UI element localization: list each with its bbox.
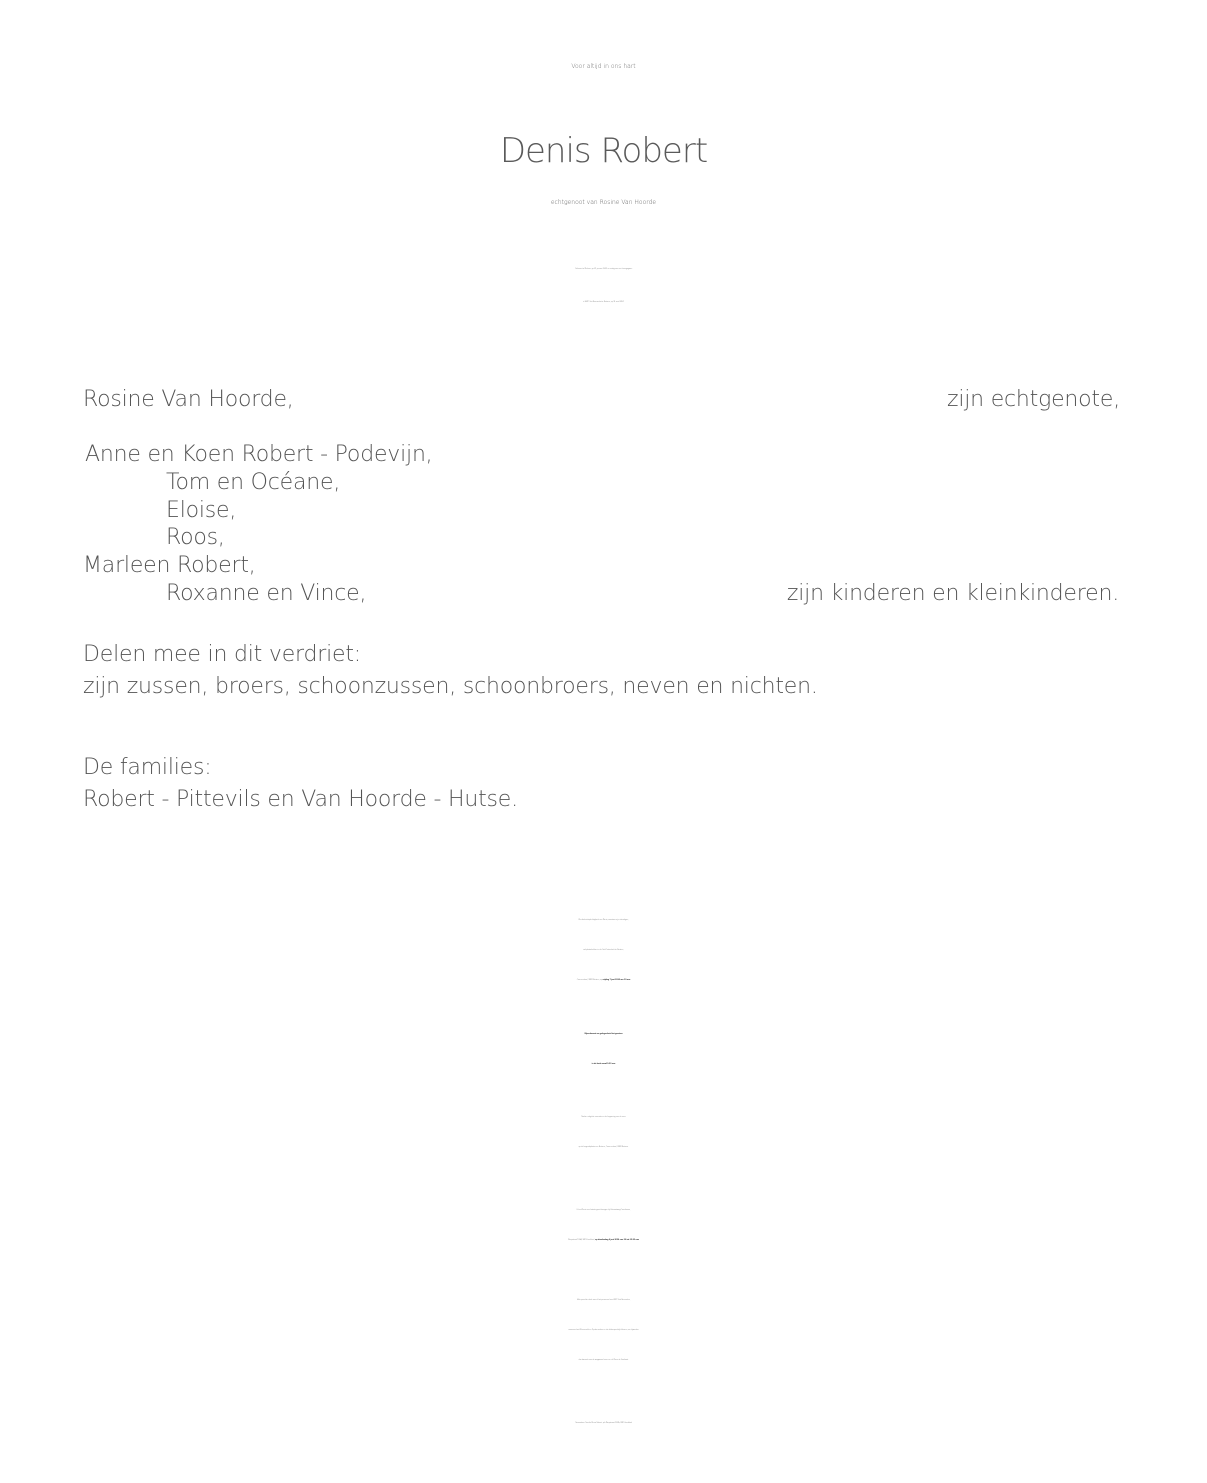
family-member: Anne en Koen Robert - Podevijn, [85,442,433,467]
visit-line-1: U kan Denis een laatste groet brengen bij Uitvaartzorg Cromboom, [576,1209,631,1211]
ceremony-line-2: zal plaatshebben in de Sint-Pieterskerk te Bertem, [583,949,624,951]
thanks-line-1: Met oprechte dank aan al het personeel van WZC Sint-Bernardus, [576,1299,631,1301]
children-role: zijn kinderen en kleinkinderen. [786,581,1119,606]
gathering-line-2: in de kerk vanaf 9.30 uur. [591,1063,616,1065]
deceased-name: Denis Robert [499,131,708,171]
after-line-1: Nadien volgt de crematie en de begraving van de urne [581,1116,626,1118]
spouse-role: zijn echtgenote, [946,387,1120,412]
share-label: Delen mee in dit verdriet: [83,642,362,667]
birth-line-1: Geboren te Zichem, op 21 januari 1934 en rustig van ons heengegaan [574,268,633,270]
families-text: Robert - Pittevils en Van Hoorde - Hutse. [83,787,518,812]
mourning-address: Rouwadres: Familie Denis Robert p/a Dorpstraat 533A, 3061 Leefdaal [575,1422,632,1424]
ceremony-date: vrijdag 7 juni 2024 om 10 uur. [602,979,631,981]
visit-line-2 [0,1225,1207,1255]
family-member: Roxanne en Vince, [166,581,367,606]
family-member: Eloise, [166,498,237,523]
ceremony-line-3 [0,965,1207,995]
families-label: De families: [83,755,212,780]
share-text: zijn zussen, broers, schoonzussen, schoonbroers, neven en nichten. [83,674,818,699]
spouse-name: Rosine Van Hoorde, [83,387,294,412]
ceremony-line-3-prefix: Groenendaal, 3060 Bertem, op [576,979,603,981]
ceremony-line-1: De afscheidsplechtigheid van Denis, waartoe wij u uitnodigen, [578,919,629,921]
gathering-line-1: Bijeenkomst en gelegenheid tot groeten [584,1033,623,1035]
thanks-line-2: wooneenheid Zonneveld en Eyckenmolen en de dokterspraktijk Verona, een bijzonder [568,1329,639,1331]
spouse-line: echtgenoot van Rosine Van Hoorde [550,199,657,206]
thanks-line-3: dankwoord voor de zorgzame buren en dr. Docx uit Hoeilaart. [578,1359,629,1361]
visit-line-2-prefix: Dorpstraat 533A, 3061 Leefdaal, [567,1239,595,1241]
family-member: Roos, [166,525,225,550]
family-member: Tom en Océane, [166,470,341,495]
motto: Voor altijd in ons hart [571,63,636,70]
birth-line-2: in WZC Sint-Bernardus te Bertem, op 31 mei 2024. [582,301,625,303]
visit-date: op donderdag 6 juni 2024 van 19 tot 19.30 uur. [594,1239,639,1241]
family-member: Marleen Robert, [83,553,256,578]
after-line-2: op de begraafplaats van Bertem, Groenendaal, 3060 Bertem. [578,1146,629,1148]
